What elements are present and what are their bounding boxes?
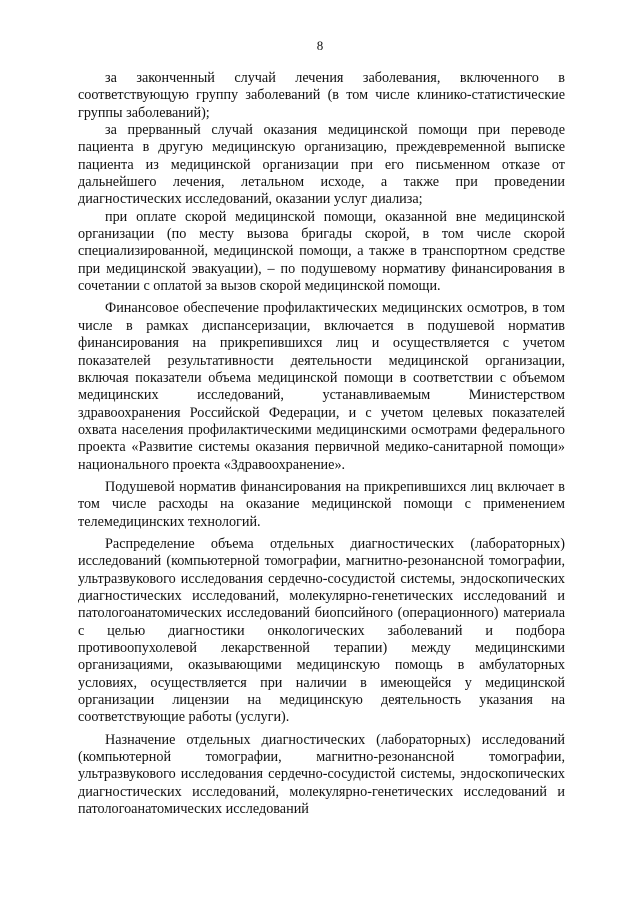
paragraph-diagnostic-distribution: Распределение объема отдельных диагностических (лабораторных) исследований (компьютерной томографии, магнитно-резонансной томографии, ультразвукового исследования сердечно-сосудистой системы, эндоскопических диагностических исследований, молекулярно-генетических исследований и патологоанатомических исследований биопсийного (операционного) материала с целью диагностики онкологических заболеваний и подбора противоопухолевой лекарственной терапии) между медицинскими организациями, оказывающими медицинскую помощь в амбулаторных условиях, осуществляется при наличии в имеющейся у медицинской организации лицензии на медицинскую деятельность указания на соответствующие работы (услуги). [78, 535, 565, 726]
page-number: 8 [316, 38, 324, 53]
body-text [78, 70, 565, 818]
paragraph-interrupted-case: за прерванный случай оказания медицинской помощи при переводе пациента в другую медицинскую организацию, преждевременной выписке пациента из медицинской организации при его письменном отказе от дальнейшего лечения, летальном исходе, а также при проведении диагностических исследований, оказании услуг диализа; [78, 122, 565, 208]
paragraph-per-capita-norm: Подушевой норматив финансирования на прикрепившихся лиц включает в том числе расходы на оказание медицинской помощи с применением телемедицинских технологий. [78, 478, 565, 530]
paragraph-completed-case: за законченный случай лечения заболевания, включенного в соответствующую группу заболеваний (в том числе клинико-статистические группы заболеваний); [78, 70, 565, 121]
paragraph-diagnostic-assignment: Назначение отдельных диагностических (лабораторных) исследований (компьютерной томографии, магнитно-резонансной томографии, ультразвукового исследования сердечно-сосудистой системы, эндоскопических диагностических исследований, молекулярно-генетических исследований и патологоанатомических исследований [78, 731, 565, 818]
paragraph-preventive-exams: Финансовое обеспечение профилактических медицинских осмотров, в том числе в рамках диспансеризации, включается в подушевой норматив финансирования на прикрепившихся лиц и осуществляется с учетом показателей результативности деятельности медицинской организации, включая показатели объема медицинской помощи в соответствии с объемом медицинских исследований, устанавливаемым Министерством здравоохранения Российской Федерации, и с учетом целевых показателей охвата населения профилактическими медицинскими осмотрами федерального проекта «Развитие системы оказания первичной медико-санитарной помощи» национального проекта «Здравоохранение». [78, 300, 565, 473]
paragraph-emergency-care: при оплате скорой медицинской помощи, оказанной вне медицинской организации (по месту вызова бригады скорой, в том числе скорой специализированной, медицинской помощи, а также в транспортном средстве при медицинской эвакуации), – по подушевому нормативу финансирования в сочетании с оплатой за вызов скорой медицинской помощи. [78, 208, 565, 295]
